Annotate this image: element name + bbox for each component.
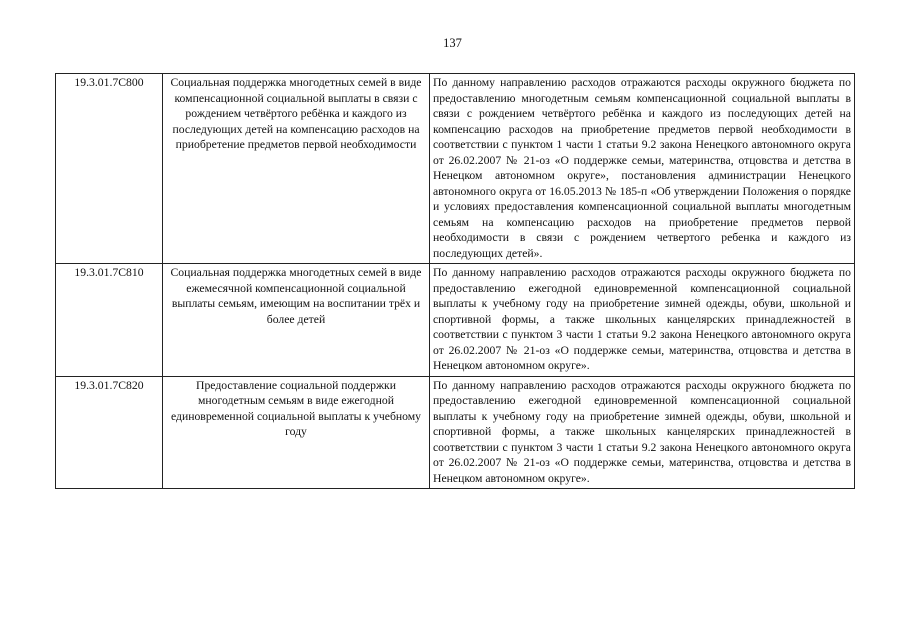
expense-code-cell: 19.3.01.7С800	[56, 74, 163, 264]
expense-description-cell: По данному направлению расходов отражаются расходы окружного бюджета по предоставлению многодетным семьям компенсационной социальной выплаты в связи с рождением четвёртого ребёнка и каждого из последующих детей на компенсацию расходов на приобретение предметов первой необходимости в соответствии с пунктом 1 части 1 статьи 9.2 закона Ненецкого автономного округа от 26.02.2007 № 21-оз «О поддержке семьи, материнства, отцовства и детства в Ненецком автономном округе», постановления администрации Ненецкого автономного округа от 16.05.2013 № 185-п «Об утверждении Положения о порядке и условиях предоставления компенсационной социальной выплаты многодетным семьям на компенсацию расходов на приобретение предметов первой необходимости в связи с рождением четвертого ребенка и каждого из последующих детей».	[430, 74, 855, 264]
expense-code-cell: 19.3.01.7С820	[56, 376, 163, 489]
page-number: 137	[443, 36, 462, 50]
expense-name-cell: Социальная поддержка многодетных семей в виде ежемесячной компенсационной социальной выплаты семьям, имеющим на воспитании трёх и более детей	[163, 264, 430, 377]
budget-classification-table	[55, 73, 855, 489]
expense-description-cell: По данному направлению расходов отражаются расходы окружного бюджета по предоставлению ежегодной единовременной компенсационной социальной выплаты к учебному году на приобретение зимней одежды, обуви, школьной и спортивной формы, а также школьных канцелярских принадлежностей в соответствии с пунктом 3 части 1 статьи 9.2 закона Ненецкого автономного округа от 26.02.2007 № 21-оз «О поддержке семьи, материнства, отцовства и детства в Ненецком автономном округе».	[430, 376, 855, 489]
expense-name-cell: Предоставление социальной поддержки многодетным семьям в виде ежегодной единовременной социальной выплаты к учебному году	[163, 376, 430, 489]
expense-name-cell: Социальная поддержка многодетных семей в виде компенсационной социальной выплаты в связи с рождением четвёртого ребёнка и каждого из последующих детей на компенсацию расходов на приобретение предметов первой необходимости	[163, 74, 430, 264]
expense-description-cell: По данному направлению расходов отражаются расходы окружного бюджета по предоставлению ежегодной единовременной компенсационной социальной выплаты к учебному году на приобретение зимней одежды, обуви, школьной и спортивной формы, а также школьных канцелярских принадлежностей в соответствии с пунктом 3 части 1 статьи 9.2 закона Ненецкого автономного округа от 26.02.2007 № 21-оз «О поддержке семьи, материнства, отцовства и детства в Ненецком автономном округе».	[430, 264, 855, 377]
table-row	[56, 376, 855, 489]
table-row	[56, 264, 855, 377]
table-row	[56, 74, 855, 264]
expense-code-cell: 19.3.01.7С810	[56, 264, 163, 377]
